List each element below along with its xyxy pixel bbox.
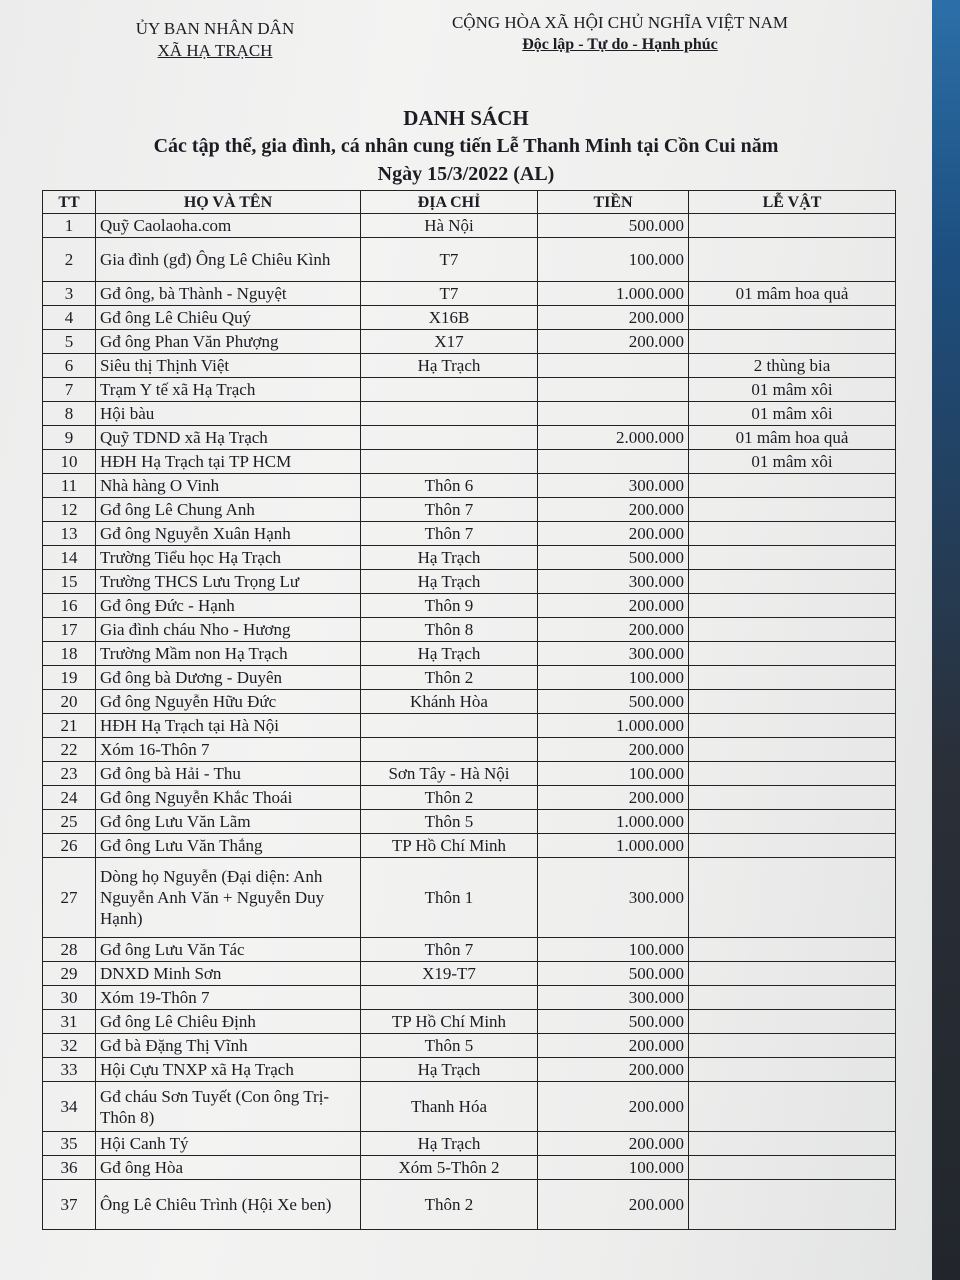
title-line1: DANH SÁCH <box>403 106 529 130</box>
cell-money: 300.000 <box>538 474 689 498</box>
cell-name: Quỹ Caolaoha.com <box>96 214 361 238</box>
cell-money: 100.000 <box>538 238 689 282</box>
cell-tt: 4 <box>43 306 96 330</box>
cell-gift <box>689 962 896 986</box>
cell-money: 300.000 <box>538 570 689 594</box>
cell-gift <box>689 570 896 594</box>
cell-name: Gđ ông bà Hải - Thu <box>96 762 361 786</box>
cell-name: Hội Canh Tý <box>96 1132 361 1156</box>
cell-money: 200.000 <box>538 1058 689 1082</box>
cell-tt: 23 <box>43 762 96 786</box>
cell-gift <box>689 690 896 714</box>
cell-money: 200.000 <box>538 522 689 546</box>
cell-address <box>361 378 538 402</box>
cell-name: Gđ ông bà Dương - Duyên <box>96 666 361 690</box>
cell-name: Gđ ông Nguyễn Xuân Hạnh <box>96 522 361 546</box>
cell-name: Gia đình cháu Nho - Hương <box>96 618 361 642</box>
cell-name: Hội Cựu TNXP xã Hạ Trạch <box>96 1058 361 1082</box>
cell-name: Siêu thị Thịnh Việt <box>96 354 361 378</box>
cell-tt: 5 <box>43 330 96 354</box>
cell-tt: 6 <box>43 354 96 378</box>
table-row <box>43 594 896 618</box>
cell-money: 500.000 <box>538 962 689 986</box>
cell-gift <box>689 986 896 1010</box>
col-name: HỌ VÀ TÊN <box>96 191 361 214</box>
cell-gift <box>689 594 896 618</box>
table-row <box>43 938 896 962</box>
cell-address <box>361 714 538 738</box>
col-gift: LỄ VẬT <box>689 191 896 214</box>
cell-money: 200.000 <box>538 330 689 354</box>
cell-money: 100.000 <box>538 762 689 786</box>
cell-tt: 16 <box>43 594 96 618</box>
table-row <box>43 402 896 426</box>
cell-address: Thôn 2 <box>361 666 538 690</box>
country-name: CỘNG HÒA XÃ HỘI CHỦ NGHĨA VIỆT NAM <box>451 13 789 32</box>
cell-money: 2.000.000 <box>538 426 689 450</box>
cell-money: 200.000 <box>538 1180 689 1230</box>
cell-address: Thôn 2 <box>361 1180 538 1230</box>
cell-tt: 34 <box>43 1082 96 1132</box>
cell-tt: 12 <box>43 498 96 522</box>
cell-tt: 31 <box>43 1010 96 1034</box>
cell-address: Hạ Trạch <box>361 354 538 378</box>
cell-address: Hạ Trạch <box>361 1058 538 1082</box>
cell-name: Ông Lê Chiêu Trình (Hội Xe ben) <box>96 1180 361 1230</box>
cell-name: Gđ ông Lê Chung Anh <box>96 498 361 522</box>
table-row <box>43 474 896 498</box>
cell-name: Xóm 19-Thôn 7 <box>96 986 361 1010</box>
col-tt: TT <box>43 191 96 214</box>
cell-address: Thôn 7 <box>361 498 538 522</box>
cell-tt: 21 <box>43 714 96 738</box>
cell-address: Thôn 7 <box>361 938 538 962</box>
cell-money: 300.000 <box>538 986 689 1010</box>
cell-name: Trạm Y tế xã Hạ Trạch <box>96 378 361 402</box>
cell-tt: 33 <box>43 1058 96 1082</box>
cell-tt: 15 <box>43 570 96 594</box>
cell-gift: 2 thùng bia <box>689 354 896 378</box>
cell-money: 300.000 <box>538 642 689 666</box>
cell-name: DNXD Minh Sơn <box>96 962 361 986</box>
issuer-block <box>100 18 330 62</box>
cell-money <box>538 402 689 426</box>
cell-money: 200.000 <box>538 594 689 618</box>
cell-name: Gđ ông Lưu Văn Lãm <box>96 810 361 834</box>
cell-tt: 13 <box>43 522 96 546</box>
cell-tt: 2 <box>43 238 96 282</box>
cell-money: 100.000 <box>538 1156 689 1180</box>
cell-name: Xóm 16-Thôn 7 <box>96 738 361 762</box>
cell-name: Dòng họ Nguyễn (Đại diện: Anh Nguyễn Anh Văn + Nguyễn Duy Hạnh) <box>96 858 361 938</box>
cell-name: Gđ ông Nguyễn Khắc Thoái <box>96 786 361 810</box>
cell-money <box>538 354 689 378</box>
table-row <box>43 570 896 594</box>
cell-name: Gđ ông Lưu Văn Thắng <box>96 834 361 858</box>
cell-money: 1.000.000 <box>538 714 689 738</box>
table-row <box>43 962 896 986</box>
cell-money: 500.000 <box>538 546 689 570</box>
cell-address: Khánh Hòa <box>361 690 538 714</box>
cell-name: HĐH Hạ Trạch tại TP HCM <box>96 450 361 474</box>
cell-address: Hà Nội <box>361 214 538 238</box>
cell-name: Gđ ông Phan Văn Phượng <box>96 330 361 354</box>
cell-name: Gđ ông Lê Chiêu Quý <box>96 306 361 330</box>
cell-tt: 30 <box>43 986 96 1010</box>
cell-gift <box>689 306 896 330</box>
table-row <box>43 354 896 378</box>
cell-money: 1.000.000 <box>538 810 689 834</box>
cell-name: Trường Mầm non Hạ Trạch <box>96 642 361 666</box>
cell-gift <box>689 1034 896 1058</box>
cell-tt: 26 <box>43 834 96 858</box>
cell-money: 200.000 <box>538 618 689 642</box>
cell-address: Thôn 7 <box>361 522 538 546</box>
document-title <box>0 104 932 188</box>
cell-tt: 11 <box>43 474 96 498</box>
cell-money: 200.000 <box>538 738 689 762</box>
cell-name: Gđ ông Lê Chiêu Định <box>96 1010 361 1034</box>
table-row <box>43 1180 896 1230</box>
cell-name: Quỹ TDND xã Hạ Trạch <box>96 426 361 450</box>
cell-name: Gđ ông Lưu Văn Tác <box>96 938 361 962</box>
cell-gift <box>689 1180 896 1230</box>
issuer-line1: ỦY BAN NHÂN DÂN <box>135 19 295 38</box>
cell-money: 300.000 <box>538 858 689 938</box>
cell-tt: 28 <box>43 938 96 962</box>
table-header-row <box>43 191 896 214</box>
cell-money: 500.000 <box>538 214 689 238</box>
cell-tt: 1 <box>43 214 96 238</box>
cell-name: Trường Tiểu học Hạ Trạch <box>96 546 361 570</box>
cell-name: Nhà hàng O Vinh <box>96 474 361 498</box>
table-row <box>43 1010 896 1034</box>
cell-tt: 9 <box>43 426 96 450</box>
cell-tt: 36 <box>43 1156 96 1180</box>
cell-address: X19-T7 <box>361 962 538 986</box>
cell-address <box>361 426 538 450</box>
cell-address: Thôn 8 <box>361 618 538 642</box>
cell-gift: 01 mâm xôi <box>689 402 896 426</box>
table-row <box>43 450 896 474</box>
col-address: ĐỊA CHỈ <box>361 191 538 214</box>
cell-tt: 32 <box>43 1034 96 1058</box>
table-row <box>43 834 896 858</box>
cell-gift <box>689 714 896 738</box>
cell-address: Hạ Trạch <box>361 546 538 570</box>
cell-tt: 25 <box>43 810 96 834</box>
cell-tt: 19 <box>43 666 96 690</box>
cell-address: Thôn 5 <box>361 1034 538 1058</box>
cell-money: 1.000.000 <box>538 834 689 858</box>
cell-address: Thôn 5 <box>361 810 538 834</box>
cell-money: 200.000 <box>538 498 689 522</box>
cell-gift <box>689 1132 896 1156</box>
table-row <box>43 1156 896 1180</box>
cell-gift <box>689 642 896 666</box>
cell-gift <box>689 618 896 642</box>
cell-address: TP Hồ Chí Minh <box>361 1010 538 1034</box>
cell-gift <box>689 762 896 786</box>
cell-gift <box>689 738 896 762</box>
cell-name: Gđ bà Đặng Thị Vĩnh <box>96 1034 361 1058</box>
cell-gift: 01 mâm xôi <box>689 378 896 402</box>
cell-address <box>361 402 538 426</box>
cell-gift <box>689 238 896 282</box>
table-row <box>43 666 896 690</box>
table-row <box>43 306 896 330</box>
cell-name: Gđ ông Nguyễn Hữu Đức <box>96 690 361 714</box>
cell-gift: 01 mâm xôi <box>689 450 896 474</box>
cell-address: T7 <box>361 238 538 282</box>
cell-money: 100.000 <box>538 666 689 690</box>
cell-address: Thôn 2 <box>361 786 538 810</box>
cell-address <box>361 738 538 762</box>
cell-money: 200.000 <box>538 1034 689 1058</box>
cell-gift <box>689 1010 896 1034</box>
cell-address: T7 <box>361 282 538 306</box>
table-row <box>43 762 896 786</box>
cell-tt: 22 <box>43 738 96 762</box>
cell-name: Gđ ông, bà Thành - Nguyệt <box>96 282 361 306</box>
cell-gift <box>689 1058 896 1082</box>
cell-address: Thôn 9 <box>361 594 538 618</box>
cell-gift <box>689 1156 896 1180</box>
cell-address: Sơn Tây - Hà Nội <box>361 762 538 786</box>
cell-tt: 20 <box>43 690 96 714</box>
cell-money: 500.000 <box>538 1010 689 1034</box>
cell-address <box>361 986 538 1010</box>
cell-tt: 18 <box>43 642 96 666</box>
table-row <box>43 618 896 642</box>
cell-address <box>361 450 538 474</box>
cell-tt: 29 <box>43 962 96 986</box>
table-row <box>43 238 896 282</box>
cell-tt: 17 <box>43 618 96 642</box>
cell-tt: 3 <box>43 282 96 306</box>
cell-tt: 27 <box>43 858 96 938</box>
title-line2: Các tập thể, gia đình, cá nhân cung tiến Lễ Thanh Minh tại Cồn Cui năm <box>153 135 779 157</box>
cell-gift <box>689 810 896 834</box>
background-edge <box>932 0 960 1280</box>
cell-tt: 7 <box>43 378 96 402</box>
cell-name: Gđ ông Đức - Hạnh <box>96 594 361 618</box>
cell-tt: 37 <box>43 1180 96 1230</box>
table-row <box>43 1058 896 1082</box>
cell-tt: 24 <box>43 786 96 810</box>
cell-gift <box>689 474 896 498</box>
cell-address: X17 <box>361 330 538 354</box>
cell-gift: 01 mâm hoa quả <box>689 282 896 306</box>
table-row <box>43 426 896 450</box>
table-row <box>43 858 896 938</box>
table-row <box>43 498 896 522</box>
table-row <box>43 1082 896 1132</box>
cell-gift <box>689 546 896 570</box>
cell-gift <box>689 214 896 238</box>
table-row <box>43 642 896 666</box>
cell-gift <box>689 938 896 962</box>
cell-money: 1.000.000 <box>538 282 689 306</box>
donor-table <box>42 190 896 1230</box>
table-row <box>43 986 896 1010</box>
cell-address: Thôn 6 <box>361 474 538 498</box>
cell-address: Hạ Trạch <box>361 642 538 666</box>
title-date: Ngày 15/3/2022 (AL) <box>377 163 555 185</box>
table-row <box>43 690 896 714</box>
cell-name: Gia đình (gđ) Ông Lê Chiêu Kình <box>96 238 361 282</box>
cell-money: 200.000 <box>538 1132 689 1156</box>
cell-money <box>538 450 689 474</box>
cell-gift <box>689 498 896 522</box>
cell-gift <box>689 1082 896 1132</box>
cell-address: Hạ Trạch <box>361 1132 538 1156</box>
cell-tt: 14 <box>43 546 96 570</box>
cell-address: Thanh Hóa <box>361 1082 538 1132</box>
cell-name: Trường THCS Lưu Trọng Lư <box>96 570 361 594</box>
table-row <box>43 282 896 306</box>
table-row <box>43 378 896 402</box>
table-row <box>43 522 896 546</box>
cell-gift <box>689 834 896 858</box>
cell-address: Thôn 1 <box>361 858 538 938</box>
cell-gift <box>689 858 896 938</box>
cell-gift: 01 mâm hoa quả <box>689 426 896 450</box>
cell-address: Xóm 5-Thôn 2 <box>361 1156 538 1180</box>
cell-tt: 10 <box>43 450 96 474</box>
cell-name: Hội bàu <box>96 402 361 426</box>
cell-gift <box>689 330 896 354</box>
cell-money: 200.000 <box>538 786 689 810</box>
cell-money <box>538 378 689 402</box>
table-row <box>43 214 896 238</box>
cell-tt: 8 <box>43 402 96 426</box>
cell-address: Hạ Trạch <box>361 570 538 594</box>
cell-gift <box>689 786 896 810</box>
table-row <box>43 738 896 762</box>
cell-tt: 35 <box>43 1132 96 1156</box>
table-row <box>43 714 896 738</box>
table-row <box>43 810 896 834</box>
cell-gift <box>689 666 896 690</box>
cell-name: Gđ cháu Sơn Tuyết (Con ông Trị-Thôn 8) <box>96 1082 361 1132</box>
cell-money: 500.000 <box>538 690 689 714</box>
cell-money: 200.000 <box>538 1082 689 1132</box>
table-row <box>43 330 896 354</box>
cell-address: TP Hồ Chí Minh <box>361 834 538 858</box>
issuer-line2: XÃ HẠ TRẠCH <box>157 41 273 60</box>
table-row <box>43 546 896 570</box>
national-header <box>420 12 820 56</box>
cell-money: 100.000 <box>538 938 689 962</box>
table-row <box>43 786 896 810</box>
cell-name: HĐH Hạ Trạch tại Hà Nội <box>96 714 361 738</box>
table-row <box>43 1034 896 1058</box>
col-money: TIỀN <box>538 191 689 214</box>
cell-money: 200.000 <box>538 306 689 330</box>
cell-name: Gđ ông Hòa <box>96 1156 361 1180</box>
motto: Độc lập - Tự do - Hạnh phúc <box>522 36 718 53</box>
table-row <box>43 1132 896 1156</box>
cell-address: X16B <box>361 306 538 330</box>
cell-gift <box>689 522 896 546</box>
